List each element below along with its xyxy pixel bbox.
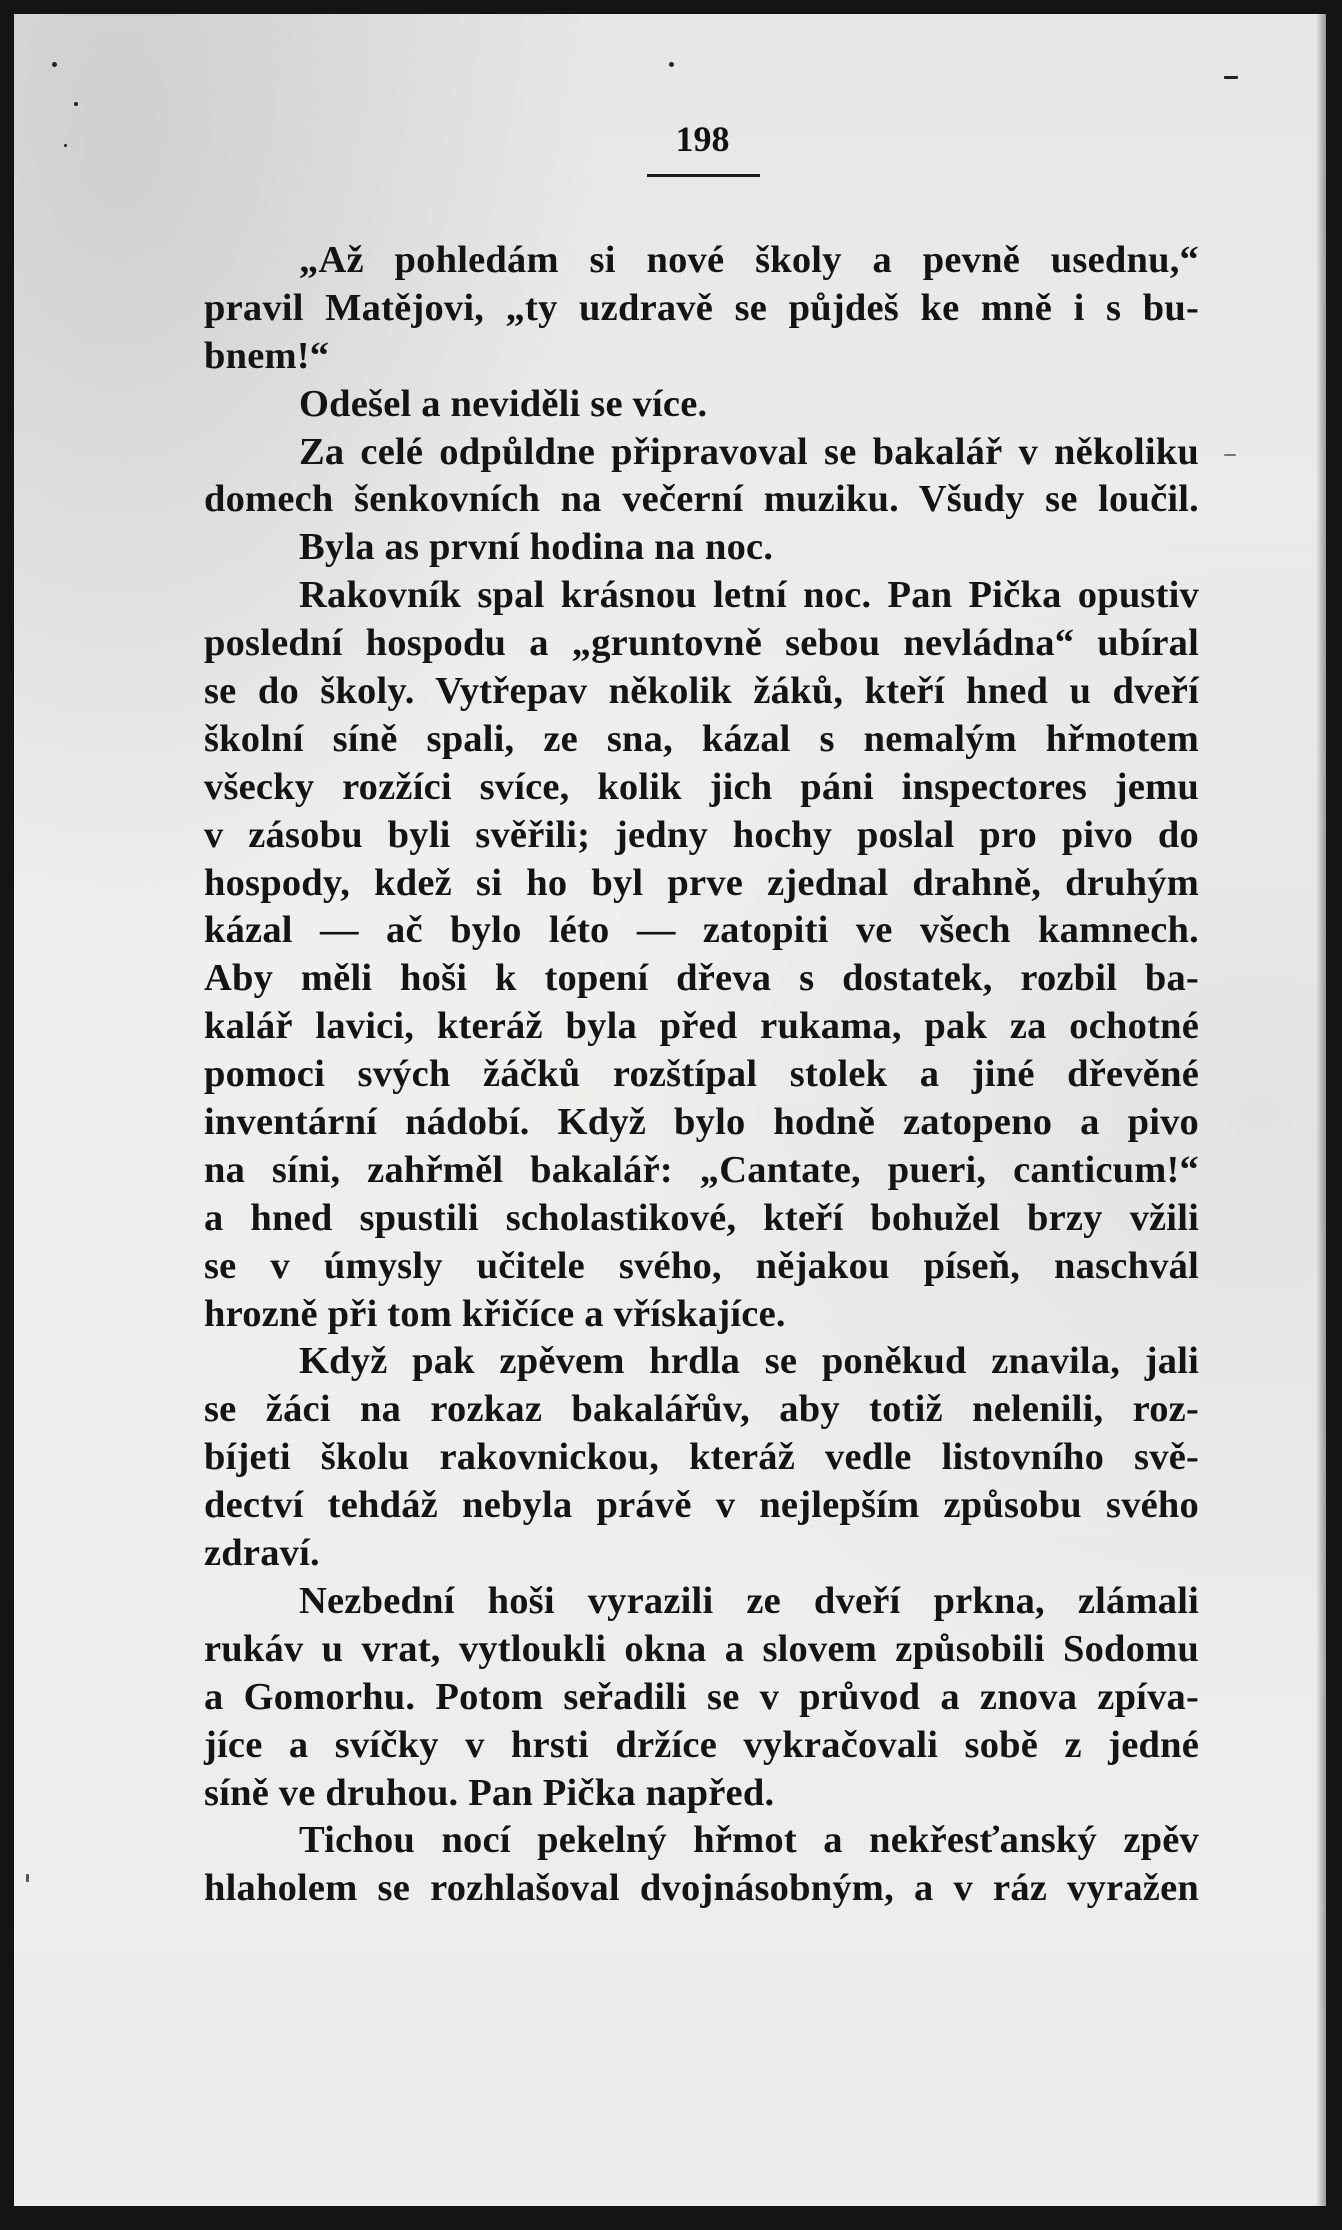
book-page — [14, 14, 1326, 2206]
text-line: školní síně spali, ze sna, kázal s nemalým hřmotem — [204, 717, 1199, 760]
text-line: inventární nádobí. Když bylo hodně zatopeno a pivo — [204, 1101, 1199, 1144]
text-line: Odešel a neviděli se více. — [299, 382, 708, 425]
text-line: kalář lavici, kteráž byla před rukama, pak za ochotné — [204, 1005, 1199, 1048]
text-line: poslední hospodu a „gruntovně sebou nevládna“ ubíral — [204, 622, 1199, 665]
speck — [1224, 454, 1236, 456]
text-line: na síni, zahřměl bakalář: „Cantate, pueri, canticum!“ — [204, 1148, 1199, 1191]
text-line: „Až pohledám si nové školy a pevně usednu,“ — [299, 239, 1199, 281]
text-line: Nezbední hoši vyrazili ze dveří prkna, zlámali — [299, 1579, 1199, 1622]
text-line: síně ve druhou. Pan Pička napřed. — [204, 1771, 775, 1814]
text-line: a Gomorhu. Potom seřadili se v průvod a znova zpíva- — [204, 1675, 1199, 1718]
text-line: Rakovník spal krásnou letní noc. Pan Pička opustiv — [299, 574, 1199, 617]
page-number: 198 — [675, 119, 730, 159]
speck — [26, 1874, 29, 1882]
speck — [1224, 76, 1238, 79]
text-line: pomoci svých žáčků rozštípal stolek a jiné dřevěné — [204, 1053, 1199, 1096]
text-line: Tichou nocí pekelný hřmot a nekřesťanský zpěv — [299, 1819, 1199, 1862]
text-line: a hned spustili scholastikové, kteří bohužel brzy vžili — [204, 1196, 1199, 1239]
text-line: se v úmysly učitele svého, nějakou píseň, naschvál — [204, 1244, 1199, 1287]
text-line: hrozně při tom křičíce a vřískajíce. — [204, 1292, 786, 1335]
text-line: hlaholem se rozhlašoval dvojnásobným, a v ráz vyražen — [204, 1867, 1199, 1910]
speck — [74, 102, 78, 106]
text-line: všecky rozžíci svíce, kolik jich páni inspectores jemu — [204, 765, 1199, 808]
text-line: jíce a svíčky v hrsti držíce vykračovali sobě z jedné — [204, 1723, 1199, 1766]
speck — [64, 144, 67, 147]
text-line: pravil Matějovi, „ty uzdravě se půjdeš ke mně i s bu- — [204, 286, 1199, 329]
page-shadow-edge — [1316, 14, 1326, 2206]
text-line: Když pak zpěvem hrdla se poněkud znavila, jali — [299, 1340, 1199, 1383]
text-line: dectví tehdáž nebyla právě v nejlepším způsobu svého — [204, 1484, 1199, 1527]
speck — [52, 62, 57, 67]
text-line: hospody, kdež si ho byl prve zjednal drahně, druhým — [204, 861, 1199, 904]
text-line: kázal — ač bylo léto — zatopiti ve všech kamnech. — [204, 909, 1199, 952]
text-line: Byla as první hodina na noc. — [299, 526, 774, 569]
text-line: se do školy. Vytřepav několik žáků, kteří hned u dveří — [204, 670, 1199, 713]
text-line: v zásobu byli svěřili; jedny hochy poslal pro pivo do — [204, 813, 1199, 856]
text-line: Za celé odpůldne připravoval se bakalář v několiku — [299, 430, 1199, 473]
text-line: zdraví. — [204, 1532, 320, 1575]
speck — [669, 62, 674, 67]
text-line: se žáci na rozkaz bakalářův, aby totiž nelenili, roz- — [204, 1388, 1199, 1431]
text-line: bíjeti školu rakovnickou, kteráž vedle listovního svě- — [204, 1436, 1199, 1479]
page-number-rule — [647, 174, 760, 177]
text-line: rukáv u vrat, vytloukli okna a slovem způsobili Sodomu — [204, 1627, 1199, 1670]
text-line: domech šenkovních na večerní muziku. Všudy se loučil. — [204, 478, 1199, 521]
body-text — [204, 237, 1199, 1913]
text-line: Aby měli hoši k topení dřeva s dostatek, rozbil ba- — [204, 957, 1199, 1000]
text-line: bnem!“ — [204, 334, 330, 377]
